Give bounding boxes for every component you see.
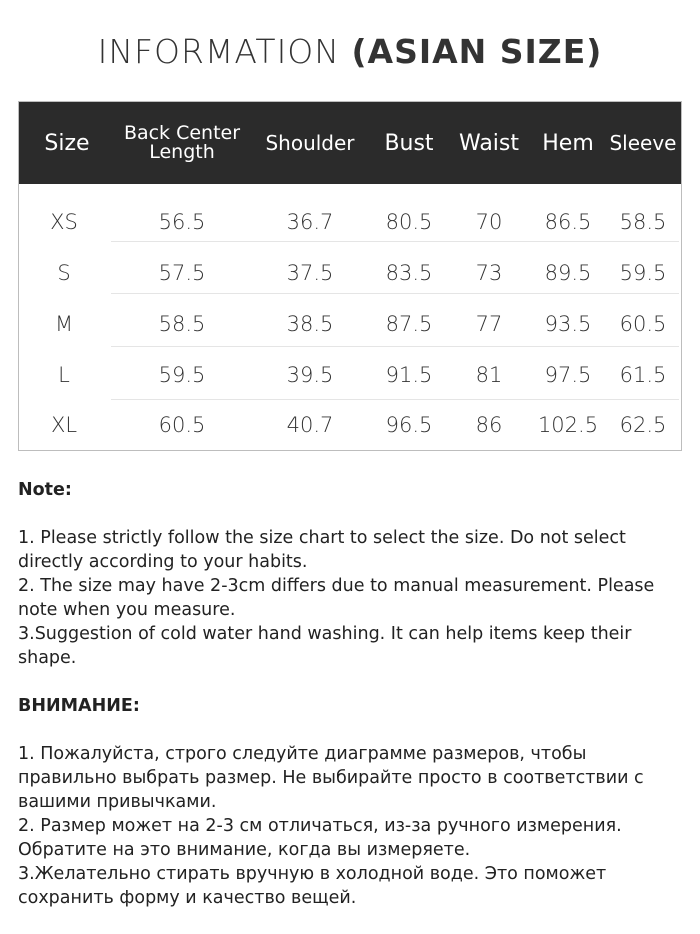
cell-hem: 86.5 xyxy=(544,210,592,234)
header-sleeve: Sleeve xyxy=(609,131,677,155)
title-light: INFORMATION xyxy=(97,32,352,71)
cell-sleeve: 62.5 xyxy=(619,413,667,437)
table-row xyxy=(19,299,681,349)
table-row xyxy=(19,197,681,247)
cell-back-center-length: 59.5 xyxy=(158,363,206,387)
size-table xyxy=(18,101,682,451)
note-item: 3.Желательно стирать вручную в холодной воде. Это поможет сохранить форму и качество вещей. xyxy=(18,864,607,908)
cell-bust: 87.5 xyxy=(385,312,433,336)
notes-section xyxy=(18,478,682,934)
cell-bust: 96.5 xyxy=(385,413,433,437)
page-title xyxy=(0,32,700,71)
cell-shoulder: 38.5 xyxy=(286,312,334,336)
cell-waist: 73 xyxy=(475,261,503,285)
cell-waist: 81 xyxy=(475,363,503,387)
table-row xyxy=(19,400,681,450)
note-item: 3.Suggestion of cold water hand washing. It can help items keep their shape. xyxy=(18,624,632,668)
cell-hem: 97.5 xyxy=(544,363,592,387)
note-item: 1. Please strictly follow the size chart to select the size. Do not select directly according to your habits. xyxy=(18,528,626,572)
cell-sleeve: 59.5 xyxy=(619,261,667,285)
header-back-center-length xyxy=(115,102,249,184)
cell-waist: 70 xyxy=(475,210,503,234)
header-hem: Hem xyxy=(542,130,594,156)
table-row xyxy=(19,248,681,298)
cell-sleeve: 61.5 xyxy=(619,363,667,387)
table-row xyxy=(19,350,681,400)
header-size: Size xyxy=(44,130,90,156)
header-bust: Bust xyxy=(384,130,434,156)
header-waist: Waist xyxy=(458,130,520,156)
note-item: 2. The size may have 2-3cm differs due to manual measurement. Please note when you measure. xyxy=(18,576,655,620)
cell-bust: 80.5 xyxy=(385,210,433,234)
note-item: 1. Пожалуйста, строго следуйте диаграмме размеров, чтобы правильно выбрать размер. Не выбирайте просто в соответствии с вашими привычками. xyxy=(18,744,644,812)
header-back-center-length-text: Back Center Length xyxy=(123,122,241,163)
cell-sleeve: 60.5 xyxy=(619,312,667,336)
cell-bust: 91.5 xyxy=(385,363,433,387)
row-divider xyxy=(111,241,679,242)
note-item: 2. Размер может на 2-3 см отличаться, из-за ручного измерения. Обратите на это внимание, когда вы измеряете. xyxy=(18,816,622,860)
cell-size: XL xyxy=(50,413,78,437)
cell-shoulder: 37.5 xyxy=(286,261,334,285)
cell-hem: 93.5 xyxy=(544,312,592,336)
cell-size: M xyxy=(54,312,74,336)
cell-size: S xyxy=(57,261,71,285)
cell-shoulder: 40.7 xyxy=(286,413,334,437)
note-list-ru xyxy=(18,742,682,910)
note-list-en xyxy=(18,526,682,670)
cell-back-center-length: 58.5 xyxy=(158,312,206,336)
cell-shoulder: 36.7 xyxy=(286,210,334,234)
cell-back-center-length: 57.5 xyxy=(158,261,206,285)
cell-hem: 102.5 xyxy=(537,413,599,437)
cell-shoulder: 39.5 xyxy=(286,363,334,387)
cell-sleeve: 58.5 xyxy=(619,210,667,234)
cell-size: L xyxy=(58,363,70,387)
title-bold: (ASIAN SIZE) xyxy=(351,32,603,71)
cell-back-center-length: 60.5 xyxy=(158,413,206,437)
table-header xyxy=(19,102,681,184)
note-heading-ru: ВНИМАНИЕ: xyxy=(18,696,140,716)
cell-waist: 77 xyxy=(475,312,503,336)
cell-waist: 86 xyxy=(475,413,503,437)
cell-hem: 89.5 xyxy=(544,261,592,285)
header-shoulder: Shoulder xyxy=(265,131,355,155)
cell-back-center-length: 56.5 xyxy=(158,210,206,234)
row-divider xyxy=(111,293,679,294)
note-heading-en: Note: xyxy=(18,480,72,500)
cell-size: XS xyxy=(50,210,78,234)
cell-bust: 83.5 xyxy=(385,261,433,285)
row-divider xyxy=(111,346,679,347)
